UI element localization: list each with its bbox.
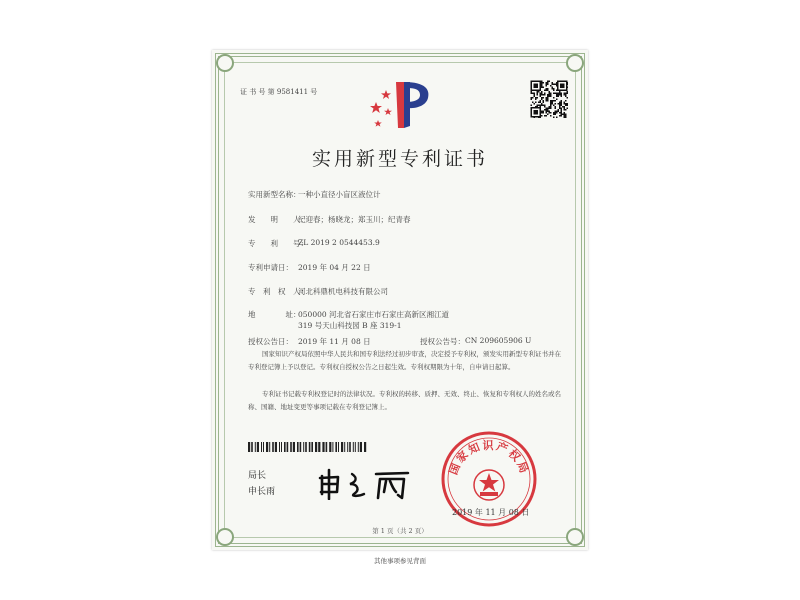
corner-ornament bbox=[566, 54, 584, 72]
field-label: 专 利 号： bbox=[248, 239, 308, 248]
field-value: 2019 年 04 月 22 日 bbox=[298, 263, 371, 272]
field-value: 纪迎春；杨晓龙；郑玉川；纪青春 bbox=[298, 215, 411, 224]
field-label: 地 址： bbox=[248, 310, 301, 319]
field-value: ZL 2019 2 0544453.9 bbox=[298, 238, 380, 247]
footer-note: 其他事项参见背面 bbox=[374, 557, 426, 565]
field-label: 专利申请日： bbox=[248, 263, 293, 272]
field-patent-number bbox=[248, 238, 380, 249]
field-value: 050000 河北省石家庄市石家庄高新区湘江道 319 号天山科技园 B 座 319-1 bbox=[298, 310, 450, 330]
field-inventors bbox=[248, 214, 411, 225]
corner-ornament bbox=[216, 54, 234, 72]
seal-date: 2019 年 11 月 08 日 bbox=[452, 508, 530, 517]
director-title: 局长 bbox=[248, 471, 267, 481]
field-value: 河北科鼎机电科技有限公司 bbox=[298, 287, 388, 296]
field-label: 专 利 权 人： bbox=[248, 287, 308, 296]
patent-certificate bbox=[212, 50, 588, 550]
certificate-title: 实用新型专利证书 bbox=[311, 148, 488, 170]
certificate-number: 证 书 号 第 9581411 号 bbox=[240, 88, 318, 96]
handwritten-signature-icon bbox=[316, 468, 412, 500]
director-name: 申长雨 bbox=[248, 487, 276, 497]
field-patentee bbox=[248, 286, 388, 297]
notice-paragraph-2: 专利证书记载专利权登记时的法律状况。专利权的转移、质押、无效、终止、恢复和专利权人的姓名或名称、国籍、地址变更等事项记载在专利登记簿上。 bbox=[248, 390, 561, 411]
qr-code-icon bbox=[530, 80, 568, 118]
page-number: 第 1 页（共 2 页） bbox=[372, 527, 428, 535]
field-value: 2019 年 11 月 08 日 bbox=[298, 337, 371, 346]
svg-text:国家知识产权局: 国家知识产权局 bbox=[446, 438, 532, 477]
field-application-date bbox=[248, 262, 371, 273]
field-label: 发 明 人： bbox=[248, 215, 308, 224]
field-label: 实用新型名称： bbox=[248, 190, 301, 199]
cnipa-logo-icon bbox=[370, 76, 432, 132]
grant-number-label: 授权公告号： bbox=[420, 337, 465, 346]
barcode-icon bbox=[248, 442, 368, 452]
field-value: 一种小直径小盲区液位计 bbox=[298, 190, 381, 199]
field-address bbox=[248, 309, 458, 331]
grant-number-value: CN 209605906 U bbox=[465, 336, 532, 345]
field-utility-model-name bbox=[248, 189, 381, 200]
notice-paragraph-1: 国家知识产权局依照中华人民共和国专利法经过初步审查，决定授予专利权，颁发实用新型专利证书并在专利登记簿上予以登记。专利权自授权公告之日起生效。专利权期限为十年，自申请日起算。 bbox=[248, 350, 561, 371]
field-grant-date bbox=[248, 336, 531, 347]
field-label: 授权公告日： bbox=[248, 337, 293, 346]
